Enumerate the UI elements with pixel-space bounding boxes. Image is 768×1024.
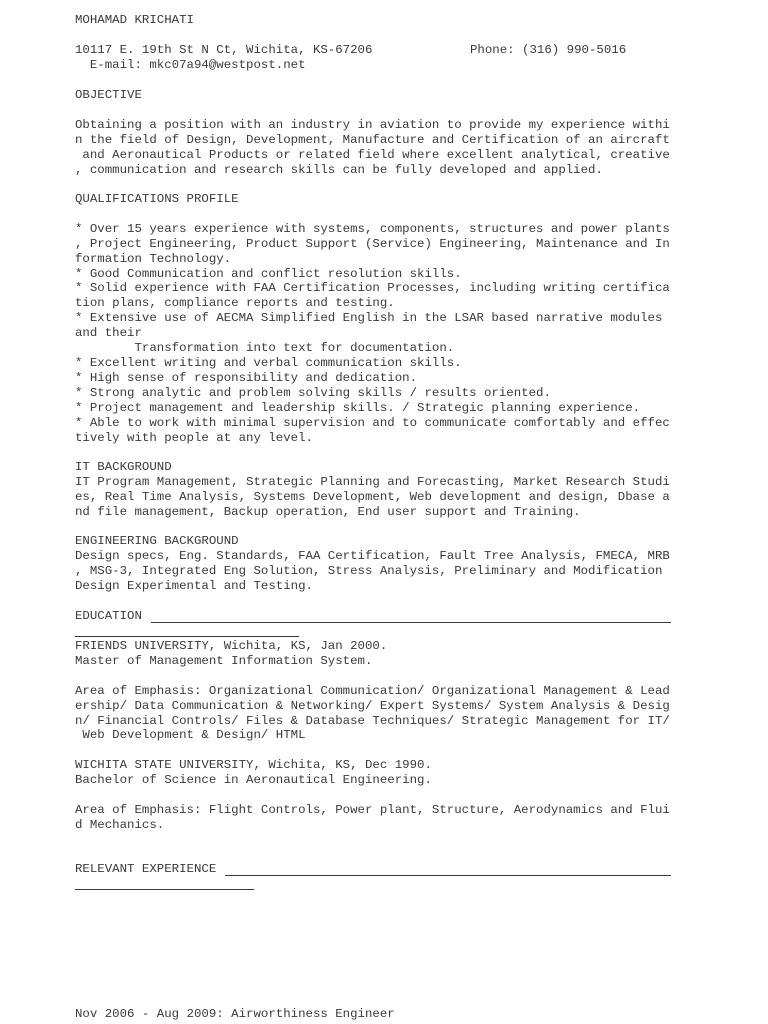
- it-background-line: IT Program Management, Strategic Planning and Forecasting, Market Research Studi: [75, 475, 670, 489]
- experience-entry-title: Nov 2006 - Aug 2009: Airworthiness Engineer: [75, 1007, 395, 1021]
- education-emphasis-line: ership/ Data Communication & Networking/ Expert Systems/ System Analysis & Desig: [75, 699, 670, 713]
- qualification-line: and their: [75, 326, 142, 340]
- qualification-line: * Good Communication and conflict resolution skills.: [75, 267, 462, 281]
- qualification-line: * Extensive use of AECMA Simplified English in the LSAR based narrative modules: [75, 311, 663, 325]
- qualification-line: Transformation into text for documentation.: [75, 341, 455, 355]
- education-heading: EDUCATION: [75, 609, 142, 623]
- section-rule: [151, 622, 671, 623]
- phone: Phone: (316) 990-5016: [470, 43, 627, 57]
- education-emphasis-line: d Mechanics.: [75, 818, 165, 832]
- education-degree: Master of Management Information System.: [75, 654, 373, 668]
- section-rule: [75, 889, 254, 890]
- education-degree: Bachelor of Science in Aeronautical Engineering.: [75, 773, 432, 787]
- qualification-line: * Excellent writing and verbal communication skills.: [75, 356, 462, 370]
- qualification-line: * Strong analytic and problem solving skills / results oriented.: [75, 386, 551, 400]
- experience-heading: RELEVANT EXPERIENCE: [75, 862, 217, 876]
- education-emphasis-line: Area of Emphasis: Organizational Communication/ Organizational Management & Lead: [75, 684, 670, 698]
- qualification-line: formation Technology.: [75, 252, 232, 266]
- engineering-background-line: Design specs, Eng. Standards, FAA Certification, Fault Tree Analysis, FMECA, MRB: [75, 549, 670, 563]
- applicant-name: MOHAMAD KRICHATI: [75, 13, 194, 27]
- qualification-line: * Over 15 years experience with systems, components, structures and power plants: [75, 222, 670, 236]
- education-emphasis-line: n/ Financial Controls/ Files & Database Techniques/ Strategic Management for IT/: [75, 714, 670, 728]
- objective-heading: OBJECTIVE: [75, 88, 142, 102]
- qualification-line: * Able to work with minimal supervision and to communicate comfortably and effec: [75, 416, 670, 430]
- engineering-background-heading: ENGINEERING BACKGROUND: [75, 534, 239, 548]
- it-background-line: es, Real Time Analysis, Systems Development, Web development and design, Dbase a: [75, 490, 670, 504]
- education-school: WICHITA STATE UNIVERSITY, Wichita, KS, Dec 1990.: [75, 758, 432, 772]
- qualification-line: tion plans, compliance reports and testing.: [75, 296, 395, 310]
- objective-line: and Aeronautical Products or related field where excellent analytical, creative: [75, 148, 670, 162]
- engineering-background-line: , MSG-3, Integrated Eng Solution, Stress Analysis, Preliminary and Modification: [75, 564, 663, 578]
- it-background-heading: IT BACKGROUND: [75, 460, 172, 474]
- qualification-line: , Project Engineering, Product Support (Service) Engineering, Maintenance and In: [75, 237, 670, 251]
- qualifications-heading: QUALIFICATIONS PROFILE: [75, 192, 239, 206]
- objective-line: n the field of Design, Development, Manufacture and Certification of an aircraft: [75, 133, 670, 147]
- qualification-line: * High sense of responsibility and dedication.: [75, 371, 418, 385]
- engineering-background-line: Design Experimental and Testing.: [75, 579, 313, 593]
- objective-line: , communication and research skills can be fully developed and applied.: [75, 163, 603, 177]
- email: E-mail: mkc07a94@westpost.net: [75, 58, 306, 72]
- qualification-line: * Solid experience with FAA Certification Processes, including writing certifica: [75, 281, 670, 295]
- education-emphasis-line: Area of Emphasis: Flight Controls, Power plant, Structure, Aerodynamics and Flui: [75, 803, 670, 817]
- qualification-line: * Project management and leadership skills. / Strategic planning experience.: [75, 401, 641, 415]
- qualification-line: tively with people at any level.: [75, 431, 313, 445]
- it-background-line: nd file management, Backup operation, End user support and Training.: [75, 505, 581, 519]
- education-school: FRIENDS UNIVERSITY, Wichita, KS, Jan 2000.: [75, 639, 388, 653]
- objective-line: Obtaining a position with an industry in aviation to provide my experience withi: [75, 118, 670, 132]
- section-rule: [225, 875, 671, 876]
- education-emphasis-line: Web Development & Design/ HTML: [75, 728, 306, 742]
- section-rule: [75, 636, 299, 637]
- address: 10117 E. 19th St N Ct, Wichita, KS-67206: [75, 43, 373, 57]
